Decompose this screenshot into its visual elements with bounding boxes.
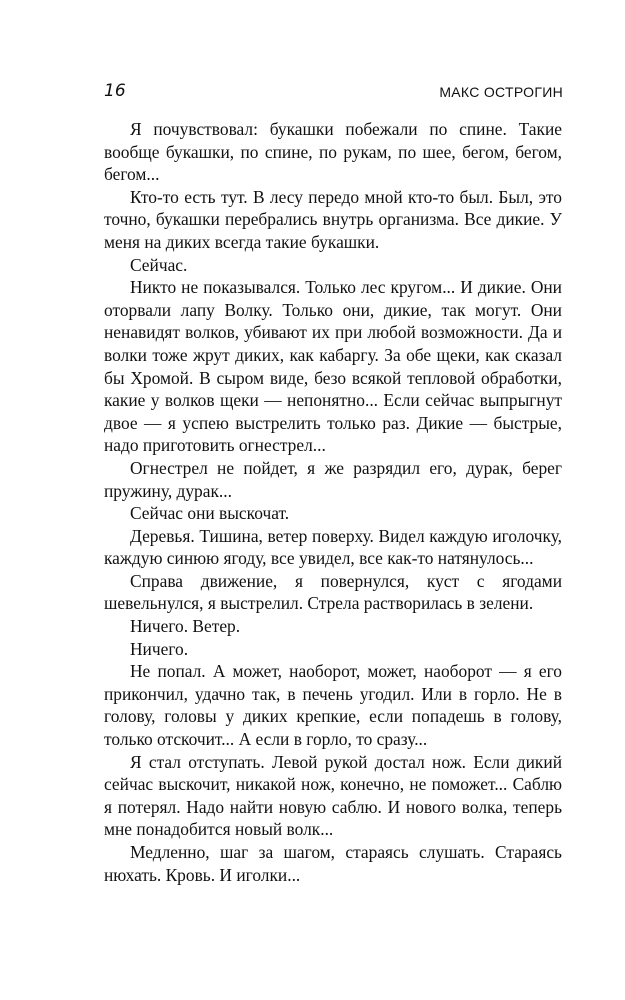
paragraph: Деревья. Тишина, ветер поверху. Видел каждую иголочку, каждую синюю ягоду, все увидел, все как-то натянулось... [104,525,562,569]
paragraph: Я почувствовал: букашки побежали по спине. Такие вообще букашки, по спине, по рукам, по шее, бегом, бегом, бегом... [104,119,562,185]
paragraph: Ничего. Ветер. [130,616,241,637]
paragraph: Огнестрел не пойдет, я же разрядил его, дурак, берег пружину, дурак... [104,457,562,501]
body-text [104,118,562,886]
paragraph: Кто-то есть тут. В лесу передо мной кто-то был. Был, это точно, букашки перебрались внутрь организма. Все дикие. У меня на диких всегда такие букашки. [104,186,562,252]
paragraph: Сейчас. [130,254,188,275]
paragraph: Не попал. А может, наоборот, может, наоборот — я его прикончил, удачно так, в печень угодил. Или в горло. Не в голову, головы у диких крепкие, если попадешь в голову, только отскочит... А если в горло, то сразу... [104,661,562,750]
paragraph: Сейчас они выскочат. [130,503,290,524]
paragraph: Я стал отступать. Левой рукой достал нож. Если дикий сейчас выскочит, никакой нож, конечно, не поможет... Саблю я потерял. Надо найти новую саблю. И нового волка, теперь мне понадобится новый волк... [104,751,562,840]
paragraph: Медленно, шаг за шагом, стараясь слушать. Стараясь нюхать. Кровь. И иголки... [104,842,562,885]
page-number: 16 [104,81,126,101]
running-head-author: МАКС ОСТРОГИН [439,84,563,100]
paragraph: Справа движение, я повернулся, куст с ягодами шевельнулся, я выстрелил. Стрела растворилась в зелени. [104,570,562,614]
paragraph: Ничего. [130,638,189,659]
page-header [104,80,563,104]
paragraph: Никто не показывался. Только лес кругом... И дикие. Они оторвали лапу Волку. Только они, дикие, так могут. Они ненавидят волков, убивают их при любой возможности. Да и волки тоже жрут диких, как кабаргу. За обе щеки, как сказал бы Хромой. В сыром виде, безо всякой тепловой обработки, какие у волков щеки — непонятно... Если сейчас выпрыгнут двое — я успею выстрелить только раз. Дикие — быстрые, надо приготовить огнестрел... [104,277,562,456]
